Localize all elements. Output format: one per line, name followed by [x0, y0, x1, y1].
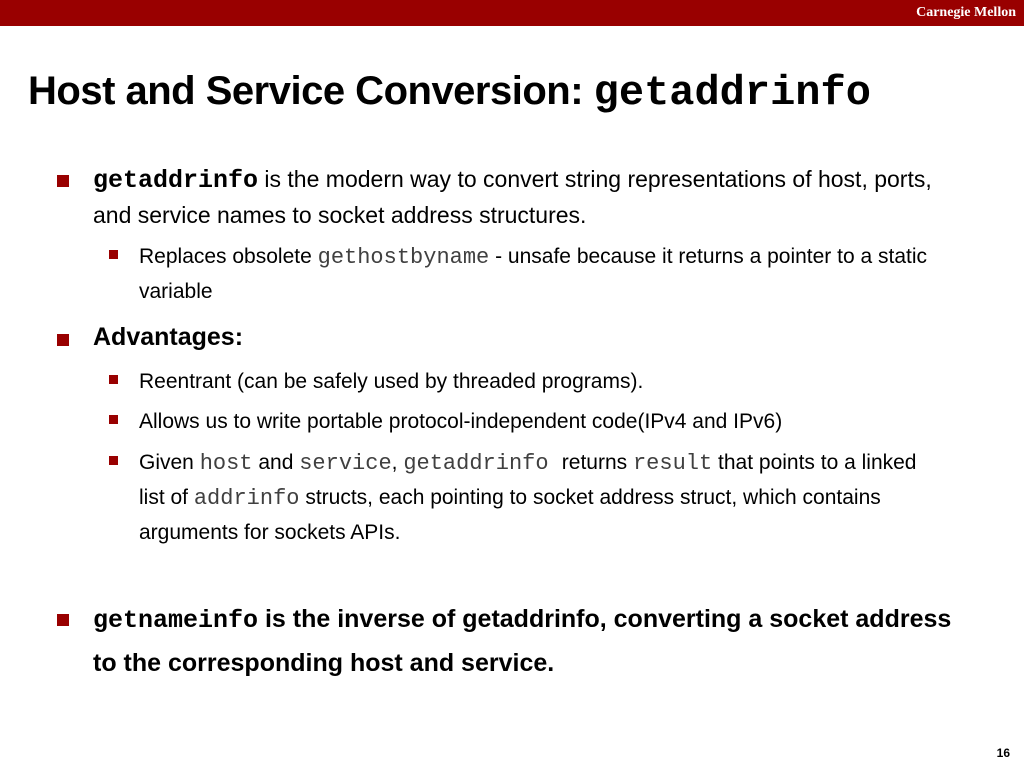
bullet-advantages: Advantages: — [93, 323, 244, 351]
slide-title — [28, 66, 871, 118]
bullet-code: getaddrinfo — [93, 166, 259, 195]
bullet-text: is the modern way to convert string representations of host, ports, and service names to socket address structures. — [93, 166, 932, 228]
code-getaddrinfo: getaddrinfo — [403, 451, 562, 476]
bullet-getnameinfo — [93, 598, 953, 684]
title-text: Host and Service Conversion: — [28, 69, 594, 113]
bullet-code: getnameinfo — [93, 606, 259, 635]
sub-bullet-text: that points to a linked list of — [139, 451, 917, 509]
sub-bullet-reentrant: Reentrant (can be safely used by threaded programs). — [139, 370, 644, 393]
title-code: getaddrinfo — [593, 69, 871, 117]
bullet-text: is the inverse of getaddrinfo, converting a socket address to the corresponding host and service. — [93, 605, 952, 677]
code-addrinfo: addrinfo — [193, 486, 300, 511]
sub-bullet-code: gethostbyname — [317, 245, 490, 270]
sub-bullet-marker-icon — [109, 375, 118, 384]
sub-bullet-text: returns — [561, 451, 633, 474]
sub-bullet-marker-icon — [109, 250, 118, 259]
sub-bullet-text: Replaces obsolete — [139, 245, 318, 268]
page-number: 16 — [996, 746, 1010, 760]
sub-bullet-text: , — [391, 451, 404, 474]
header-bar — [0, 0, 1024, 26]
sub-bullet-marker-icon — [109, 415, 118, 424]
code-host: host — [199, 451, 253, 476]
brand-label: Carnegie Mellon — [916, 5, 1016, 20]
code-result: result — [632, 451, 713, 476]
sub-bullet-given-host — [139, 446, 939, 550]
sub-bullet-portable: Allows us to write portable protocol-independent code(IPv4 and IPv6) — [139, 410, 783, 433]
sub-bullet-replaces-obsolete — [139, 240, 929, 309]
sub-bullet-text: and — [252, 451, 300, 474]
sub-bullet-marker-icon — [109, 456, 118, 465]
sub-bullet-text: - unsafe because it returns a pointer to a static variable — [139, 245, 928, 303]
bullet-marker-icon — [57, 175, 69, 187]
bullet-marker-icon — [57, 614, 69, 626]
bullet-getaddrinfo — [93, 162, 973, 233]
sub-bullet-text: Given — [139, 451, 200, 474]
sub-bullet-text: structs, each pointing to socket address struct, which contains arguments for sockets APIs. — [139, 486, 881, 544]
bullet-marker-icon — [57, 334, 69, 346]
code-service: service — [299, 451, 392, 476]
